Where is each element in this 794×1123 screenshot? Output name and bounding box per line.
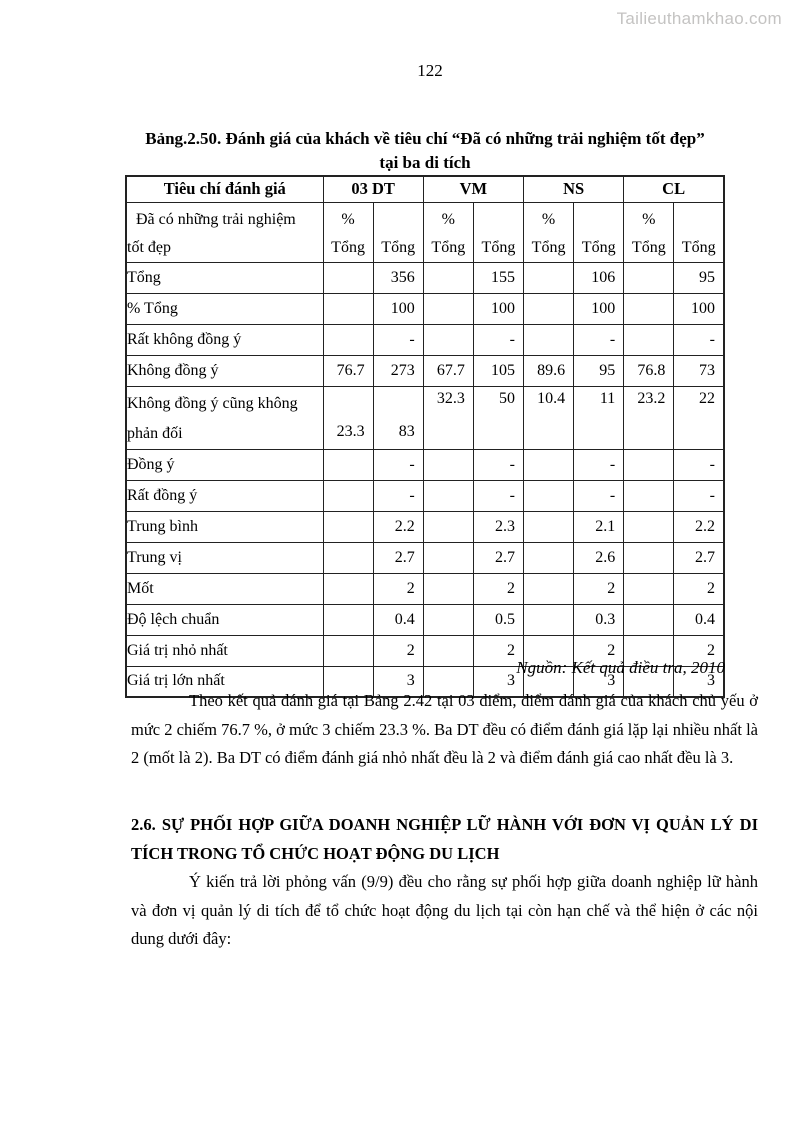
- value-cell: 2.3: [473, 511, 523, 542]
- value-cell: 106: [574, 262, 624, 293]
- value-cell: 0.4: [373, 604, 423, 635]
- value-cell: 2: [674, 635, 724, 666]
- row-label: [126, 386, 323, 449]
- value-cell: 0.3: [574, 604, 624, 635]
- value-cell: 89.6: [524, 355, 574, 386]
- table-row: [126, 542, 724, 573]
- table-row: [126, 480, 724, 511]
- value-cell: -: [574, 324, 624, 355]
- table-row: [126, 573, 724, 604]
- header-pct-total: [323, 202, 373, 262]
- paragraph-results: Theo kết quả đánh giá tại Bảng 2.42 tại 03 điểm, điểm đánh giá của khách chủ yếu ở mức 2 chiếm 76.7 %, ở mức 3 chiếm 23.3 %. Ba DT đều có điểm đánh giá lặp lại nhiều nhất là 2 (mốt là 2). Ba DT có điểm đánh giá nhỏ nhất đều là 2 và điểm đánh giá cao nhất đều là 3.: [131, 691, 758, 768]
- header-row-groups: [126, 176, 724, 202]
- header-total: Tổng: [473, 202, 523, 262]
- header-pct-total: [624, 202, 674, 262]
- value-cell: 100: [674, 293, 724, 324]
- value-cell: 273: [373, 355, 423, 386]
- table-title-line2: tại ba di tích: [379, 153, 471, 172]
- row-label: Đồng ý: [126, 449, 323, 480]
- row-label: Độ lệch chuẩn: [126, 604, 323, 635]
- value-cell: 95: [574, 355, 624, 386]
- value-cell: 76.8: [624, 355, 674, 386]
- row-label-line2: phản đối: [127, 424, 183, 442]
- value-cell: -: [674, 324, 724, 355]
- row-label: Mốt: [126, 573, 323, 604]
- value-cell: -: [373, 480, 423, 511]
- row-label: Không đồng ý: [126, 355, 323, 386]
- pct-line1: %: [541, 210, 556, 228]
- value-cell: [323, 324, 373, 355]
- table-row: [126, 324, 724, 355]
- pct-line2: Tổng: [331, 238, 365, 256]
- value-cell: [524, 262, 574, 293]
- header-sub-label-line2: tốt đẹp: [127, 238, 171, 256]
- value-cell: 0.4: [674, 604, 724, 635]
- value-cell: 3: [373, 666, 423, 697]
- value-cell: [524, 324, 574, 355]
- value-cell: -: [674, 480, 724, 511]
- header-group-03-dt: 03 DT: [323, 176, 423, 202]
- value-cell: 50: [473, 386, 523, 449]
- value-cell: [323, 262, 373, 293]
- watermark-text: Tailieuthamkhao.com: [616, 9, 782, 28]
- value-cell: 67.7: [423, 355, 473, 386]
- row-label: Giá trị lớn nhất: [126, 666, 323, 697]
- value-cell: 356: [373, 262, 423, 293]
- value-cell: [423, 293, 473, 324]
- value-cell: [624, 449, 674, 480]
- value-cell: [423, 324, 473, 355]
- value-cell: 23.3: [323, 386, 373, 449]
- table-row: [126, 604, 724, 635]
- value-cell: [524, 293, 574, 324]
- value-cell: -: [473, 324, 523, 355]
- value-cell: [323, 573, 373, 604]
- row-label: Giá trị nhỏ nhất: [126, 635, 323, 666]
- table-row: [126, 386, 724, 449]
- value-cell: [423, 449, 473, 480]
- value-cell: [524, 604, 574, 635]
- pct-line1: %: [341, 210, 355, 228]
- value-cell: 2.2: [674, 511, 724, 542]
- value-cell: 100: [473, 293, 523, 324]
- value-cell: -: [574, 449, 624, 480]
- value-cell: 3: [574, 666, 624, 697]
- pct-line2: Tổng: [431, 238, 466, 256]
- value-cell: [624, 511, 674, 542]
- value-cell: [524, 449, 574, 480]
- value-cell: [323, 293, 373, 324]
- value-cell: [423, 542, 473, 573]
- row-label: Tổng: [126, 262, 323, 293]
- pct-line2: Tổng: [631, 238, 666, 256]
- table-title: [125, 127, 725, 175]
- value-cell: 11: [574, 386, 624, 449]
- value-cell: 32.3: [423, 386, 473, 449]
- paragraph-interview: Ý kiến trả lời phỏng vấn (9/9) đều cho rằng sự phối hợp giữa doanh nghiệp lữ hành và đơn vị quản lý di tích để tổ chức hoạt động du lịch tại còn hạn chế và thể hiện ở các nội dung dưới đây:: [131, 872, 758, 949]
- value-cell: -: [574, 480, 624, 511]
- value-cell: [323, 449, 373, 480]
- value-cell: [624, 480, 674, 511]
- value-cell: 0.5: [473, 604, 523, 635]
- header-sub-label-line1: Đã có những trải nghiệm: [136, 210, 296, 228]
- value-cell: [323, 542, 373, 573]
- value-cell: 2: [574, 573, 624, 604]
- header-total: Tổng: [373, 202, 423, 262]
- value-cell: 2.1: [574, 511, 624, 542]
- page-number: 122: [417, 61, 443, 80]
- value-cell: [624, 573, 674, 604]
- value-cell: 22: [674, 386, 724, 449]
- value-cell: 2.6: [574, 542, 624, 573]
- value-cell: [624, 293, 674, 324]
- value-cell: [524, 480, 574, 511]
- value-cell: 100: [373, 293, 423, 324]
- row-label: Trung bình: [126, 511, 323, 542]
- value-cell: [524, 542, 574, 573]
- value-cell: 2: [473, 573, 523, 604]
- value-cell: 3: [674, 666, 724, 697]
- value-cell: [423, 604, 473, 635]
- header-row-sub: [126, 202, 724, 262]
- table-row: [126, 262, 724, 293]
- value-cell: [423, 480, 473, 511]
- value-cell: 83: [373, 386, 423, 449]
- value-cell: 2.7: [473, 542, 523, 573]
- source-note: Nguồn: Kết quả điều tra, 2010: [516, 658, 725, 677]
- header-sub-label: [126, 202, 323, 262]
- value-cell: [624, 604, 674, 635]
- header-criteria: Tiêu chí đánh giá: [126, 176, 323, 202]
- value-cell: 2: [473, 635, 523, 666]
- value-cell: [423, 262, 473, 293]
- value-cell: [423, 511, 473, 542]
- row-label: Trung vị: [126, 542, 323, 573]
- table-row: [126, 293, 724, 324]
- table-row: [126, 449, 724, 480]
- value-cell: [524, 511, 574, 542]
- table-header: [126, 176, 724, 262]
- header-total: Tổng: [674, 202, 724, 262]
- row-label: Rất đồng ý: [126, 480, 323, 511]
- value-cell: 2.7: [674, 542, 724, 573]
- value-cell: 2.2: [373, 511, 423, 542]
- value-cell: [524, 573, 574, 604]
- value-cell: 155: [473, 262, 523, 293]
- header-group-ns: NS: [524, 176, 624, 202]
- header-total: Tổng: [574, 202, 624, 262]
- value-cell: 2: [373, 635, 423, 666]
- value-cell: 2.7: [373, 542, 423, 573]
- value-cell: [323, 480, 373, 511]
- table-row: [126, 511, 724, 542]
- value-cell: 10.4: [524, 386, 574, 449]
- value-cell: 105: [473, 355, 523, 386]
- value-cell: 76.7: [323, 355, 373, 386]
- value-cell: 100: [574, 293, 624, 324]
- row-label: % Tổng: [126, 293, 323, 324]
- value-cell: [624, 542, 674, 573]
- value-cell: 2: [373, 573, 423, 604]
- header-pct-total: [524, 202, 574, 262]
- value-cell: -: [473, 449, 523, 480]
- value-cell: [323, 511, 373, 542]
- value-cell: [423, 573, 473, 604]
- table-title-line1: Bảng.2.50. Đánh giá của khách về tiêu chí “Đã có những trải nghiệm tốt đẹp”: [145, 129, 705, 148]
- value-cell: -: [373, 324, 423, 355]
- value-cell: -: [674, 449, 724, 480]
- value-cell: 2: [574, 635, 624, 666]
- value-cell: 95: [674, 262, 724, 293]
- table-body: [126, 262, 724, 697]
- pct-line2: Tổng: [531, 238, 566, 256]
- row-label: Rất không đồng ý: [126, 324, 323, 355]
- value-cell: -: [373, 449, 423, 480]
- section-heading-2-6: 2.6. SỰ PHỐI HỢP GIỮA DOANH NGHIỆP LỮ HÀNH VỚI ĐƠN VỊ QUẢN LÝ DI TÍCH TRONG TỔ CHỨC HOẠT ĐỘNG DU LỊCH: [131, 815, 758, 863]
- evaluation-table: [125, 175, 725, 698]
- header-pct-total: [423, 202, 473, 262]
- row-label-line1: Không đồng ý cũng không: [127, 394, 298, 412]
- header-group-vm: VM: [423, 176, 523, 202]
- value-cell: [624, 324, 674, 355]
- value-cell: [323, 604, 373, 635]
- value-cell: 23.2: [624, 386, 674, 449]
- value-cell: 73: [674, 355, 724, 386]
- value-cell: -: [473, 480, 523, 511]
- pct-line1: %: [642, 210, 656, 228]
- table-row: [126, 355, 724, 386]
- pct-line1: %: [441, 210, 455, 228]
- value-cell: 2: [674, 573, 724, 604]
- value-cell: 3: [473, 666, 523, 697]
- value-cell: [624, 262, 674, 293]
- header-group-cl: CL: [624, 176, 724, 202]
